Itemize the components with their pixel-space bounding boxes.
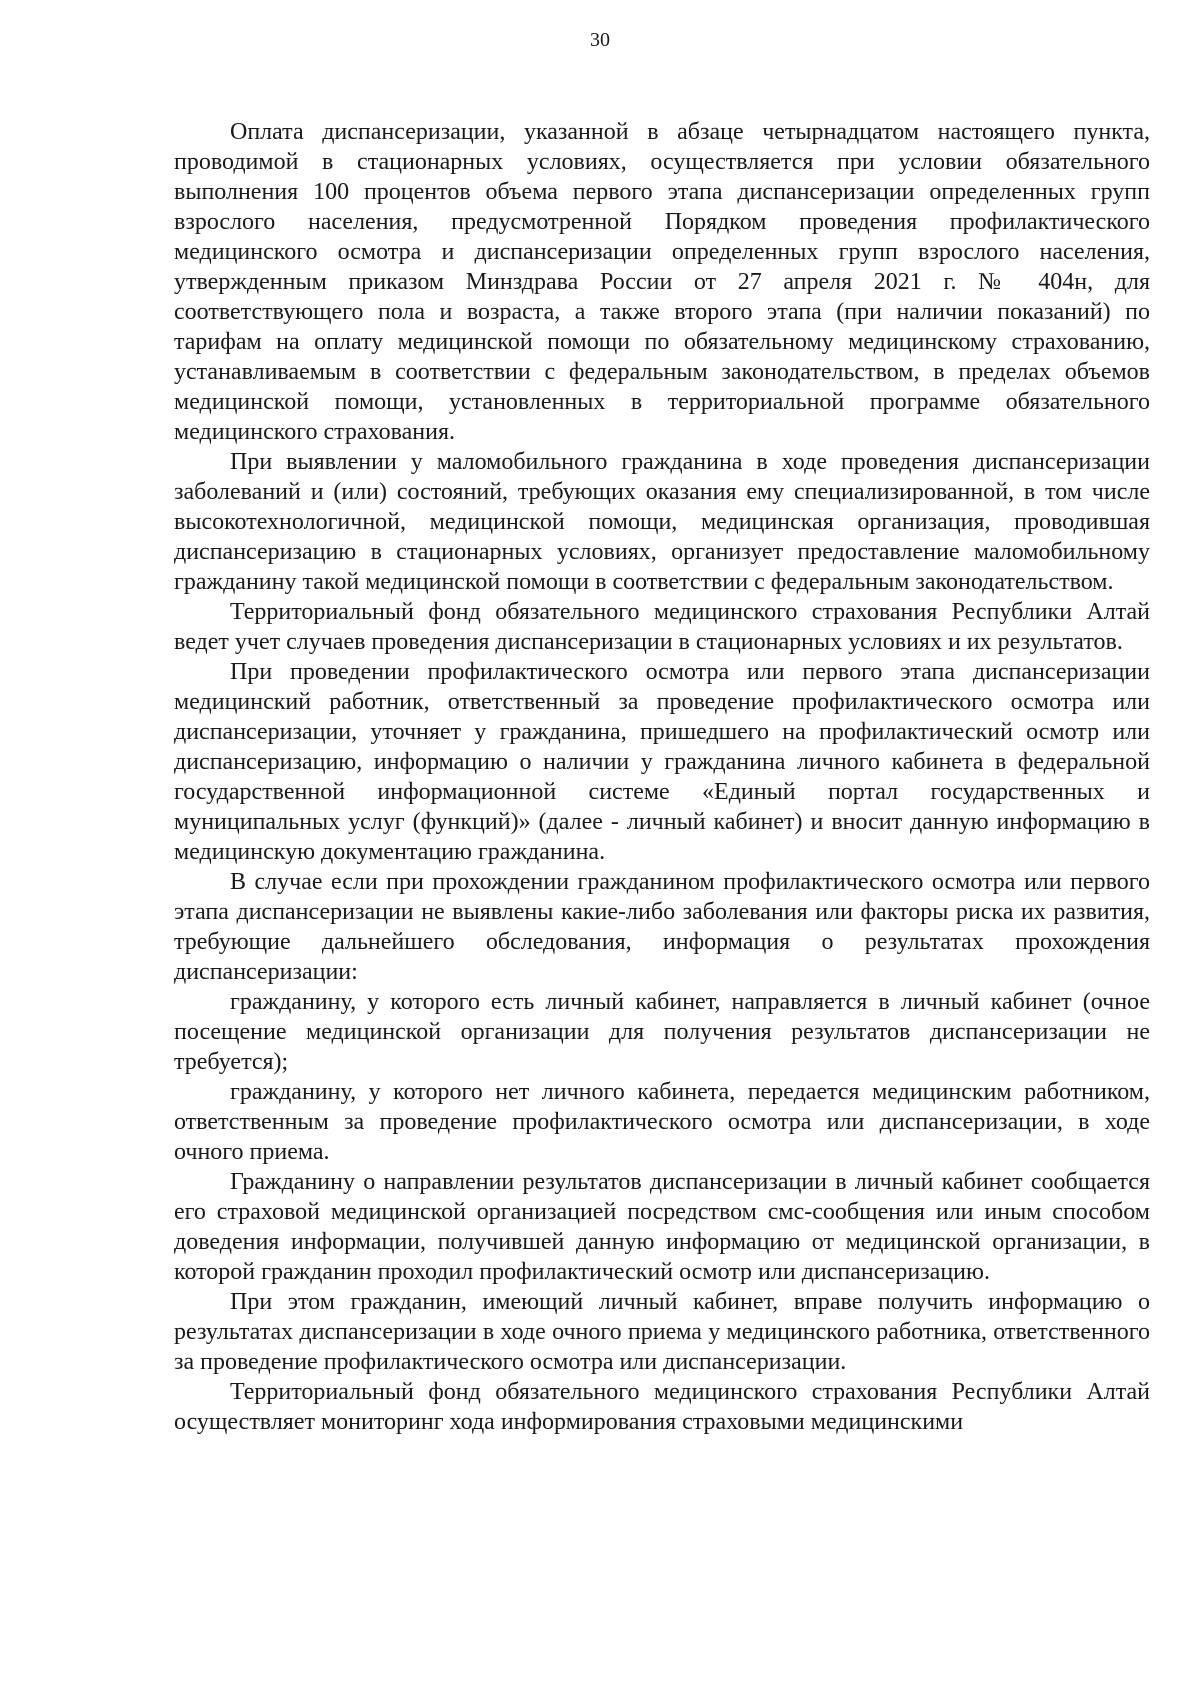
paragraph-low-mobility-citizen: При выявлении у маломобильного гражданина в ходе проведения диспансеризации заболеваний и (или) состояний, требующих оказания ему специализированной, в том числе высокотехнологичной, медицинской помощи, медицинская организация, проводившая диспансеризацию в стационарных условиях, организует предоставление маломобильному гражданину такой медицинской помощи в соответствии с федеральным законодательством. — [174, 449, 1150, 595]
paragraph-without-personal-account: гражданину, у которого нет личного кабинета, передается медицинским работником, ответственным за проведение профилактического осмотра или диспансеризации, в ходе очного приема. — [174, 1079, 1150, 1165]
paragraph-results-information: В случае если при прохождении гражданином профилактического осмотра или первого этапа диспансеризации не выявлены какие-либо заболевания или факторы риска их развития, требующие дальнейшего обследования, информация о результатах прохождения диспансеризации: — [174, 869, 1150, 985]
paragraph-personal-account-check: При проведении профилактического осмотра или первого этапа диспансеризации медицинский работник, ответственный за проведение профилактического осмотра или диспансеризации, уточняет у гражданина, пришедшего на профилактический осмотр или диспансеризацию, информацию о наличии у гражданина личного кабинета в федеральной государственной информационной системе «Единый портал государственных и муниципальных услуг (функций)» (далее - личный кабинет) и вносит данную информацию в медицинскую документацию гражданина. — [174, 659, 1150, 865]
paragraph-in-person-results: При этом гражданин, имеющий личный кабинет, вправе получить информацию о результатах диспансеризации в ходе очного приема у медицинского работника, ответственного за проведение профилактического осмотра или диспансеризации. — [174, 1289, 1150, 1375]
paragraph-fund-accounting: Территориальный фонд обязательного медицинского страхования Республики Алтай ведет учет случаев проведения диспансеризации в стационарных условиях и их результатов. — [174, 599, 1150, 655]
paragraph-fund-monitoring: Территориальный фонд обязательного медицинского страхования Республики Алтай осуществляет мониторинг хода информирования страховыми медицинскими — [174, 1379, 1150, 1435]
document-body — [174, 117, 1150, 1437]
paragraph-payment-conditions: Оплата диспансеризации, указанной в абзаце четырнадцатом настоящего пункта, проводимой в стационарных условиях, осуществляется при условии обязательного выполнения 100 процентов объема первого этапа диспансеризации определенных групп взрослого населения, предусмотренной Порядком проведения профилактического медицинского осмотра и диспансеризации определенных групп взрослого населения, утвержденным приказом Минздрава России от 27 апреля 2021 г. № 404н, для соответствующего пола и возраста, а также второго этапа (при наличии показаний) по тарифам на оплату медицинской помощи по обязательному медицинскому страхованию, устанавливаемым в соответствии с федеральным законодательством, в пределах объемов медицинской помощи, установленных в территориальной программе обязательного медицинского страхования. — [174, 119, 1150, 445]
paragraph-with-personal-account: гражданину, у которого есть личный кабинет, направляется в личный кабинет (очное посещение медицинской организации для получения результатов диспансеризации не требуется); — [174, 989, 1150, 1075]
page-number: 30 — [590, 29, 610, 51]
paragraph-sms-notification: Гражданину о направлении результатов диспансеризации в личный кабинет сообщается его страховой медицинской организацией посредством смс-сообщения или иным способом доведения информации, получившей данную информацию от медицинской организации, в которой гражданин проходил профилактический осмотр или диспансеризацию. — [174, 1169, 1150, 1285]
